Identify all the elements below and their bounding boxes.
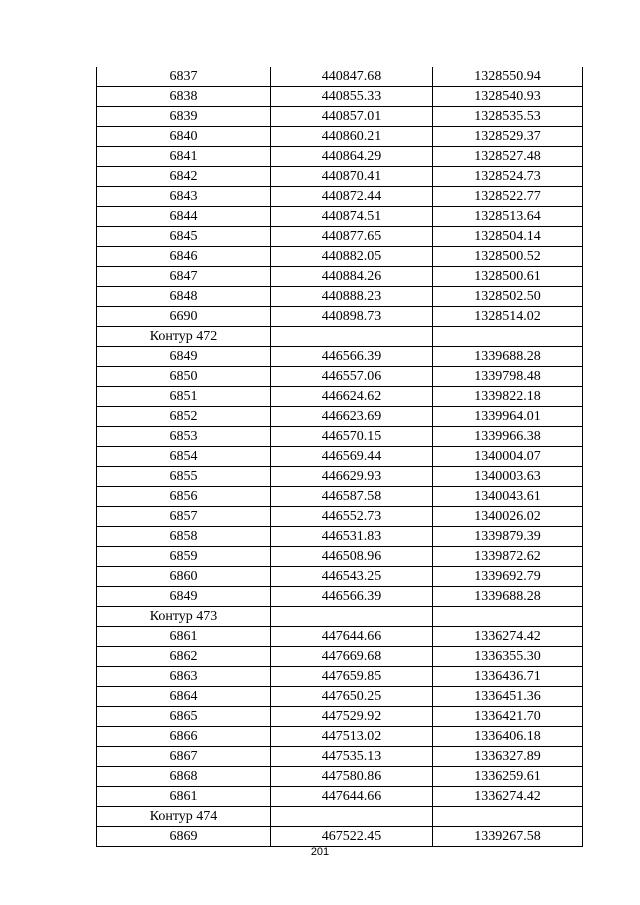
point-number-cell: 6845 xyxy=(97,227,271,247)
point-number-cell: 6846 xyxy=(97,247,271,267)
y-coordinate-cell: 1328529.37 xyxy=(433,127,583,147)
y-coordinate-cell: 1339688.28 xyxy=(433,347,583,367)
y-coordinate-cell: 1328522.77 xyxy=(433,187,583,207)
table-row xyxy=(97,347,583,367)
contour-label: Контур 472 xyxy=(97,327,271,347)
y-coordinate-cell: 1328535.53 xyxy=(433,107,583,127)
point-number-cell: 6848 xyxy=(97,287,271,307)
point-number-cell: 6863 xyxy=(97,667,271,687)
x-coordinate-cell: 440888.23 xyxy=(271,287,433,307)
empty-cell xyxy=(271,807,433,827)
point-number-cell: 6866 xyxy=(97,727,271,747)
x-coordinate-cell: 446570.15 xyxy=(271,427,433,447)
table-row xyxy=(97,427,583,447)
point-number-cell: 6855 xyxy=(97,467,271,487)
y-coordinate-cell: 1339966.38 xyxy=(433,427,583,447)
y-coordinate-cell: 1328514.02 xyxy=(433,307,583,327)
x-coordinate-cell: 440847.68 xyxy=(271,67,433,87)
x-coordinate-cell: 440864.29 xyxy=(271,147,433,167)
table-row xyxy=(97,87,583,107)
y-coordinate-cell: 1339964.01 xyxy=(433,407,583,427)
table-row xyxy=(97,227,583,247)
point-number-cell: 6851 xyxy=(97,387,271,407)
empty-cell xyxy=(433,807,583,827)
table-row xyxy=(97,527,583,547)
point-number-cell: 6849 xyxy=(97,347,271,367)
table-row xyxy=(97,107,583,127)
x-coordinate-cell: 440855.33 xyxy=(271,87,433,107)
empty-cell xyxy=(433,607,583,627)
y-coordinate-cell: 1339798.48 xyxy=(433,367,583,387)
y-coordinate-cell: 1336327.89 xyxy=(433,747,583,767)
x-coordinate-cell: 446531.83 xyxy=(271,527,433,547)
y-coordinate-cell: 1328513.64 xyxy=(433,207,583,227)
table-row xyxy=(97,547,583,567)
y-coordinate-cell: 1339879.39 xyxy=(433,527,583,547)
point-number-cell: 6860 xyxy=(97,567,271,587)
table-row xyxy=(97,587,583,607)
page-number: 201 xyxy=(310,846,330,858)
x-coordinate-cell: 440870.41 xyxy=(271,167,433,187)
table-row xyxy=(97,687,583,707)
point-number-cell: 6852 xyxy=(97,407,271,427)
x-coordinate-cell: 440860.21 xyxy=(271,127,433,147)
table-row xyxy=(97,67,583,87)
point-number-cell: 6853 xyxy=(97,427,271,447)
table-row xyxy=(97,307,583,327)
x-coordinate-cell: 447644.66 xyxy=(271,787,433,807)
point-number-cell: 6837 xyxy=(97,67,271,87)
point-number-cell: 6864 xyxy=(97,687,271,707)
y-coordinate-cell: 1339688.28 xyxy=(433,587,583,607)
y-coordinate-cell: 1336355.30 xyxy=(433,647,583,667)
table-row xyxy=(97,727,583,747)
table-row xyxy=(97,367,583,387)
table-row xyxy=(97,447,583,467)
point-number-cell: 6857 xyxy=(97,507,271,527)
point-number-cell: 6850 xyxy=(97,367,271,387)
x-coordinate-cell: 446624.62 xyxy=(271,387,433,407)
point-number-cell: 6849 xyxy=(97,587,271,607)
contour-header-row xyxy=(97,327,583,347)
x-coordinate-cell: 446557.06 xyxy=(271,367,433,387)
y-coordinate-cell: 1336274.42 xyxy=(433,787,583,807)
point-number-cell: 6839 xyxy=(97,107,271,127)
x-coordinate-cell: 440898.73 xyxy=(271,307,433,327)
y-coordinate-cell: 1328550.94 xyxy=(433,67,583,87)
x-coordinate-cell: 447529.92 xyxy=(271,707,433,727)
x-coordinate-cell: 446569.44 xyxy=(271,447,433,467)
x-coordinate-cell: 447669.68 xyxy=(271,647,433,667)
point-number-cell: 6869 xyxy=(97,827,271,847)
table-row xyxy=(97,127,583,147)
point-number-cell: 6840 xyxy=(97,127,271,147)
point-number-cell: 6842 xyxy=(97,167,271,187)
x-coordinate-cell: 446543.25 xyxy=(271,567,433,587)
coordinates-table xyxy=(96,67,583,847)
point-number-cell: 6861 xyxy=(97,627,271,647)
point-number-cell: 6854 xyxy=(97,447,271,467)
y-coordinate-cell: 1328540.93 xyxy=(433,87,583,107)
point-number-cell: 6865 xyxy=(97,707,271,727)
y-coordinate-cell: 1340003.63 xyxy=(433,467,583,487)
x-coordinate-cell: 467522.45 xyxy=(271,827,433,847)
y-coordinate-cell: 1339267.58 xyxy=(433,827,583,847)
x-coordinate-cell: 447580.86 xyxy=(271,767,433,787)
point-number-cell: 6868 xyxy=(97,767,271,787)
y-coordinate-cell: 1339872.62 xyxy=(433,547,583,567)
x-coordinate-cell: 446587.58 xyxy=(271,487,433,507)
table-row xyxy=(97,267,583,287)
point-number-cell: 6858 xyxy=(97,527,271,547)
x-coordinate-cell: 447650.25 xyxy=(271,687,433,707)
coordinates-table-body xyxy=(97,67,583,847)
table-row xyxy=(97,627,583,647)
table-row xyxy=(97,247,583,267)
table-row xyxy=(97,827,583,847)
x-coordinate-cell: 447513.02 xyxy=(271,727,433,747)
x-coordinate-cell: 446623.69 xyxy=(271,407,433,427)
x-coordinate-cell: 440857.01 xyxy=(271,107,433,127)
empty-cell xyxy=(271,327,433,347)
y-coordinate-cell: 1340004.07 xyxy=(433,447,583,467)
point-number-cell: 6843 xyxy=(97,187,271,207)
point-number-cell: 6690 xyxy=(97,307,271,327)
y-coordinate-cell: 1340026.02 xyxy=(433,507,583,527)
y-coordinate-cell: 1336406.18 xyxy=(433,727,583,747)
x-coordinate-cell: 446566.39 xyxy=(271,347,433,367)
x-coordinate-cell: 440872.44 xyxy=(271,187,433,207)
empty-cell xyxy=(271,607,433,627)
empty-cell xyxy=(433,327,583,347)
contour-label: Контур 474 xyxy=(97,807,271,827)
point-number-cell: 6867 xyxy=(97,747,271,767)
table-row xyxy=(97,747,583,767)
y-coordinate-cell: 1328527.48 xyxy=(433,147,583,167)
y-coordinate-cell: 1328524.73 xyxy=(433,167,583,187)
table-row xyxy=(97,767,583,787)
table-row xyxy=(97,467,583,487)
y-coordinate-cell: 1336436.71 xyxy=(433,667,583,687)
point-number-cell: 6844 xyxy=(97,207,271,227)
contour-header-row xyxy=(97,807,583,827)
y-coordinate-cell: 1328500.52 xyxy=(433,247,583,267)
x-coordinate-cell: 446629.93 xyxy=(271,467,433,487)
x-coordinate-cell: 440874.51 xyxy=(271,207,433,227)
table-row xyxy=(97,507,583,527)
y-coordinate-cell: 1339822.18 xyxy=(433,387,583,407)
y-coordinate-cell: 1328504.14 xyxy=(433,227,583,247)
point-number-cell: 6838 xyxy=(97,87,271,107)
table-row xyxy=(97,167,583,187)
y-coordinate-cell: 1328500.61 xyxy=(433,267,583,287)
table-row xyxy=(97,207,583,227)
table-row xyxy=(97,147,583,167)
point-number-cell: 6862 xyxy=(97,647,271,667)
table-row xyxy=(97,567,583,587)
table-row xyxy=(97,487,583,507)
point-number-cell: 6847 xyxy=(97,267,271,287)
x-coordinate-cell: 446508.96 xyxy=(271,547,433,567)
y-coordinate-cell: 1336259.61 xyxy=(433,767,583,787)
y-coordinate-cell: 1340043.61 xyxy=(433,487,583,507)
point-number-cell: 6859 xyxy=(97,547,271,567)
x-coordinate-cell: 447535.13 xyxy=(271,747,433,767)
table-row xyxy=(97,707,583,727)
x-coordinate-cell: 446566.39 xyxy=(271,587,433,607)
y-coordinate-cell: 1336274.42 xyxy=(433,627,583,647)
point-number-cell: 6841 xyxy=(97,147,271,167)
x-coordinate-cell: 440884.26 xyxy=(271,267,433,287)
table-row xyxy=(97,647,583,667)
x-coordinate-cell: 447644.66 xyxy=(271,627,433,647)
point-number-cell: 6856 xyxy=(97,487,271,507)
y-coordinate-cell: 1336421.70 xyxy=(433,707,583,727)
contour-label: Контур 473 xyxy=(97,607,271,627)
y-coordinate-cell: 1336451.36 xyxy=(433,687,583,707)
x-coordinate-cell: 440877.65 xyxy=(271,227,433,247)
table-row xyxy=(97,787,583,807)
table-row xyxy=(97,387,583,407)
y-coordinate-cell: 1339692.79 xyxy=(433,567,583,587)
x-coordinate-cell: 440882.05 xyxy=(271,247,433,267)
contour-header-row xyxy=(97,607,583,627)
table-row xyxy=(97,407,583,427)
x-coordinate-cell: 446552.73 xyxy=(271,507,433,527)
table-row xyxy=(97,187,583,207)
table-row xyxy=(97,287,583,307)
y-coordinate-cell: 1328502.50 xyxy=(433,287,583,307)
point-number-cell: 6861 xyxy=(97,787,271,807)
table-row xyxy=(97,667,583,687)
x-coordinate-cell: 447659.85 xyxy=(271,667,433,687)
